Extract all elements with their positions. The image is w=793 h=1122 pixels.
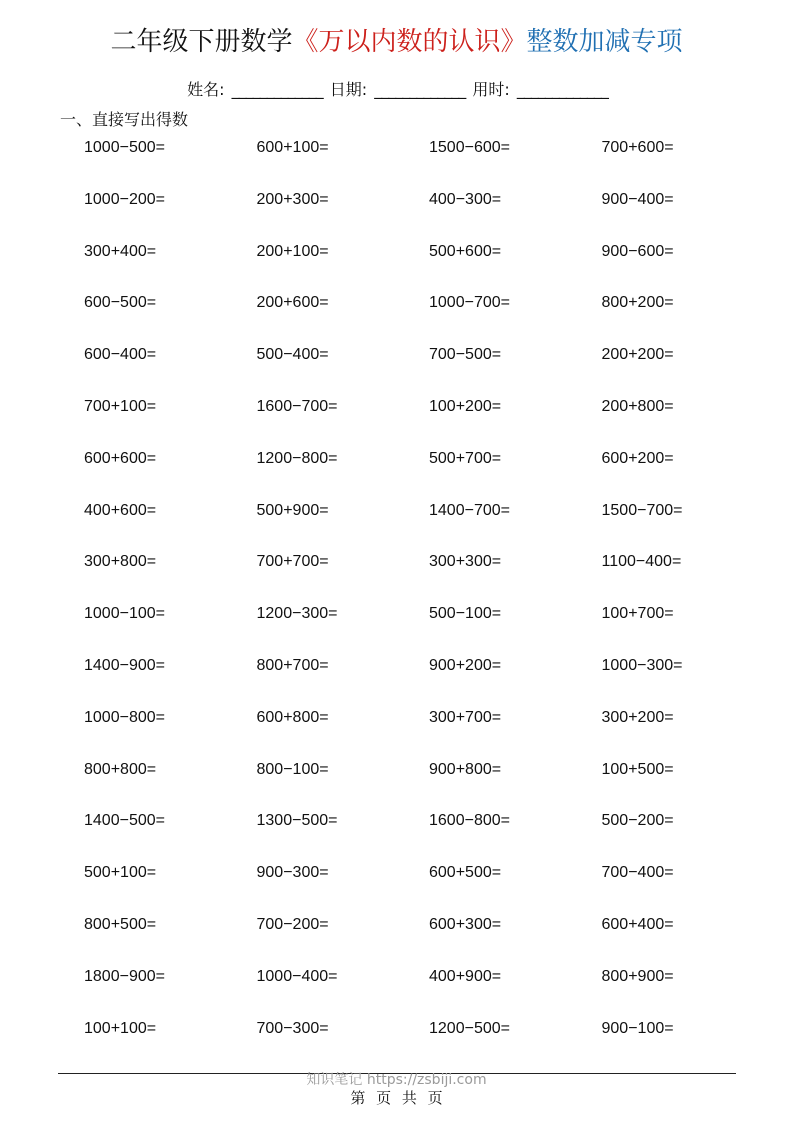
date-label: 日期: xyxy=(329,80,368,99)
problem-grid xyxy=(84,136,774,1068)
problem-item: 1800−900= xyxy=(84,967,165,985)
problem-item: 200+600= xyxy=(256,294,329,312)
problem-row xyxy=(84,809,774,861)
problem-row xyxy=(84,758,774,810)
problem-row xyxy=(84,602,774,654)
problem-row xyxy=(84,395,774,447)
time-blank: _____________ xyxy=(516,80,608,99)
problem-item: 900−600= xyxy=(601,242,674,260)
problem-item: 400+600= xyxy=(84,501,157,519)
problem-item: 1400−500= xyxy=(84,812,165,830)
problem-item: 100+700= xyxy=(601,605,674,623)
problem-item: 400+900= xyxy=(429,967,502,985)
problem-item: 1500−700= xyxy=(601,501,683,519)
problem-item: 800+200= xyxy=(601,294,674,312)
page-title xyxy=(0,22,793,62)
problem-item: 900+200= xyxy=(429,656,502,674)
problem-item: 1400−700= xyxy=(429,501,510,519)
problem-row xyxy=(84,1017,774,1069)
problem-item: 700−300= xyxy=(256,1019,329,1037)
problem-row xyxy=(84,343,774,395)
problem-item: 1600−700= xyxy=(256,397,338,415)
problem-item: 1300−500= xyxy=(256,812,338,830)
problem-item: 300+200= xyxy=(601,708,674,726)
problem-item: 300+300= xyxy=(429,553,502,571)
problem-item: 300+700= xyxy=(429,708,502,726)
problem-row xyxy=(84,965,774,1017)
problem-item: 1000−800= xyxy=(84,708,165,726)
problem-item: 600+200= xyxy=(601,449,674,467)
problem-item: 600−400= xyxy=(84,346,157,364)
problem-item: 900−300= xyxy=(256,864,329,882)
problem-item: 700+600= xyxy=(601,139,674,156)
problem-item: 600+800= xyxy=(256,708,329,726)
problem-item: 1000−200= xyxy=(84,190,165,208)
title-topic: 整数加减专项 xyxy=(526,27,683,57)
problem-row xyxy=(84,499,774,551)
problem-item: 700−200= xyxy=(256,915,329,933)
title-grade: 二年级下册数学 xyxy=(110,27,293,57)
page-number: 第 页 共 页 xyxy=(350,1089,443,1107)
problem-row xyxy=(84,136,774,188)
problem-item: 1400−900= xyxy=(84,656,165,674)
time-label: 用时: xyxy=(472,80,510,99)
problem-item: 100+200= xyxy=(429,397,502,415)
problem-row xyxy=(84,706,774,758)
problem-item: 800+700= xyxy=(256,656,329,674)
problem-item: 700+700= xyxy=(256,553,329,571)
problem-item: 1000−300= xyxy=(601,656,683,674)
problem-item: 300+800= xyxy=(84,553,157,571)
problem-row xyxy=(84,550,774,602)
problem-item: 1000−100= xyxy=(84,605,165,623)
problem-item: 200+800= xyxy=(601,397,674,415)
problem-item: 1500−600= xyxy=(429,139,510,156)
problem-item: 800+500= xyxy=(84,915,157,933)
problem-item: 700+100= xyxy=(84,397,157,415)
problem-item: 100+100= xyxy=(84,1019,157,1037)
problem-item: 700−500= xyxy=(429,346,502,364)
problem-row xyxy=(84,291,774,343)
problem-item: 500−200= xyxy=(601,812,674,830)
problem-item: 1200−800= xyxy=(256,449,338,467)
problem-item: 800+800= xyxy=(84,760,157,778)
problem-item: 1100−400= xyxy=(601,553,682,571)
problem-item: 1600−800= xyxy=(429,812,510,830)
watermark: 知识笔记 https://zsbiji.com xyxy=(306,1072,487,1088)
problem-item: 500+100= xyxy=(84,864,157,882)
name-blank: _____________ xyxy=(231,80,323,99)
problem-row xyxy=(84,654,774,706)
problem-item: 900−100= xyxy=(601,1019,674,1037)
problem-item: 1000−700= xyxy=(429,294,510,312)
problem-item: 600+300= xyxy=(429,915,502,933)
problem-row xyxy=(84,913,774,965)
problem-item: 1200−300= xyxy=(256,605,338,623)
problem-item: 100+500= xyxy=(601,760,674,778)
problem-item: 600−500= xyxy=(84,294,157,312)
problem-item: 600+400= xyxy=(601,915,674,933)
problem-item: 1200−500= xyxy=(429,1019,510,1037)
problem-item: 700−400= xyxy=(601,864,674,882)
problem-row xyxy=(84,861,774,913)
problem-item: 300+400= xyxy=(84,242,157,260)
problem-item: 900+800= xyxy=(429,760,502,778)
date-blank: _____________ xyxy=(374,80,466,99)
student-info-bar xyxy=(0,78,793,102)
problem-item: 200+300= xyxy=(256,190,329,208)
title-book: 《万以内数的认识》 xyxy=(292,27,527,57)
problem-item: 600+500= xyxy=(429,864,502,882)
problem-item: 800−100= xyxy=(256,760,329,778)
problem-row xyxy=(84,240,774,292)
problem-item: 900−400= xyxy=(601,190,674,208)
problem-item: 600+100= xyxy=(256,139,329,156)
problem-item: 500−100= xyxy=(429,605,502,623)
problem-item: 800+900= xyxy=(601,967,674,985)
problem-item: 200+100= xyxy=(256,242,329,260)
problem-item: 500+600= xyxy=(429,242,502,260)
problem-row xyxy=(84,447,774,499)
problem-item: 500−400= xyxy=(256,346,329,364)
problem-item: 500+700= xyxy=(429,449,502,467)
problem-item: 1000−500= xyxy=(84,139,165,156)
problem-row xyxy=(84,188,774,240)
problem-item: 400−300= xyxy=(429,190,502,208)
problem-item: 600+600= xyxy=(84,449,157,467)
section-title: 一、直接写出得数 xyxy=(60,110,189,129)
name-label: 姓名: xyxy=(187,80,225,99)
problem-item: 1000−400= xyxy=(256,967,338,985)
problem-item: 500+900= xyxy=(256,501,329,519)
problem-item: 200+200= xyxy=(601,346,674,364)
